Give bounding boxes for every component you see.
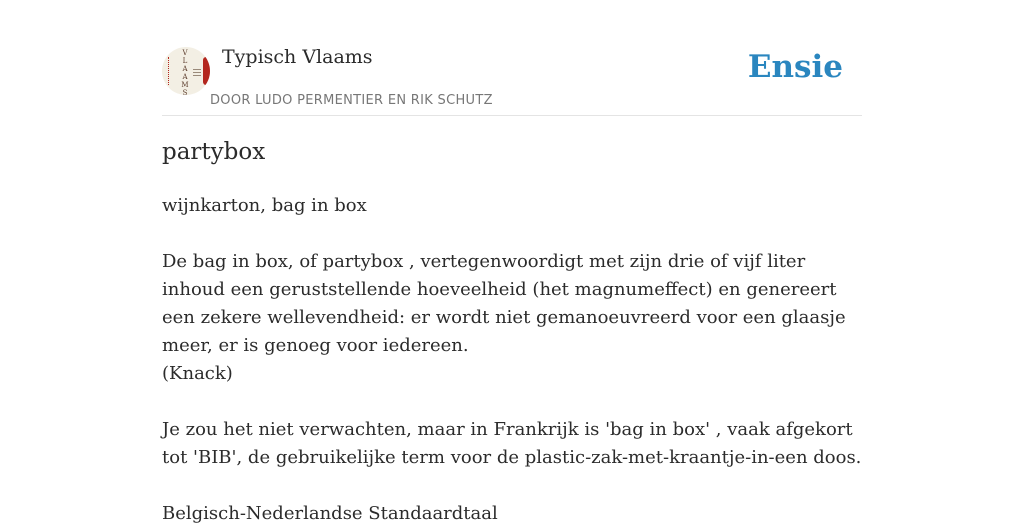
spacer bbox=[162, 388, 862, 416]
entry-body bbox=[162, 192, 862, 528]
entry-paragraph-3: Belgisch-Nederlandse Standaardtaal bbox=[162, 503, 498, 524]
ensie-logo-link[interactable]: Ensie bbox=[747, 49, 843, 85]
entry-definition: wijnkarton, bag in box bbox=[162, 195, 367, 216]
book-authors: DOOR LUDO PERMENTIER EN RIK SCHUTZ bbox=[210, 93, 493, 108]
logo-red-stripe bbox=[203, 57, 210, 85]
header bbox=[162, 0, 862, 116]
entry-paragraph-2: Je zou het niet verwachten, maar in Frankrijk is 'bag in box' , vaak afgekort tot 'BIB', de gebruikelijke term voor de plastic-zak-met-kraantje-in-een doos. bbox=[162, 419, 862, 468]
logo-text: V L A A M S bbox=[181, 49, 189, 95]
entry-paragraph-1: De bag in box, of partybox , vertegenwoordigt met zijn drie of vijf liter inhoud een geruststellende hoeveelheid (het magnumeffect) en genereert een zekere wellevendheid: er wordt niet gemanoeuvreerd voor een glaasje meer, er is genoeg voor iedereen. bbox=[162, 251, 846, 356]
entry-source-1: (Knack) bbox=[162, 363, 233, 384]
book-cover-logo[interactable] bbox=[162, 47, 210, 95]
spacer bbox=[162, 472, 862, 500]
logo-dotted-line bbox=[168, 57, 171, 85]
entry-term: partybox bbox=[162, 139, 266, 165]
book-title[interactable]: Typisch Vlaams bbox=[222, 46, 373, 68]
spacer bbox=[162, 220, 862, 248]
page bbox=[162, 0, 862, 524]
logo-lines bbox=[193, 69, 201, 78]
